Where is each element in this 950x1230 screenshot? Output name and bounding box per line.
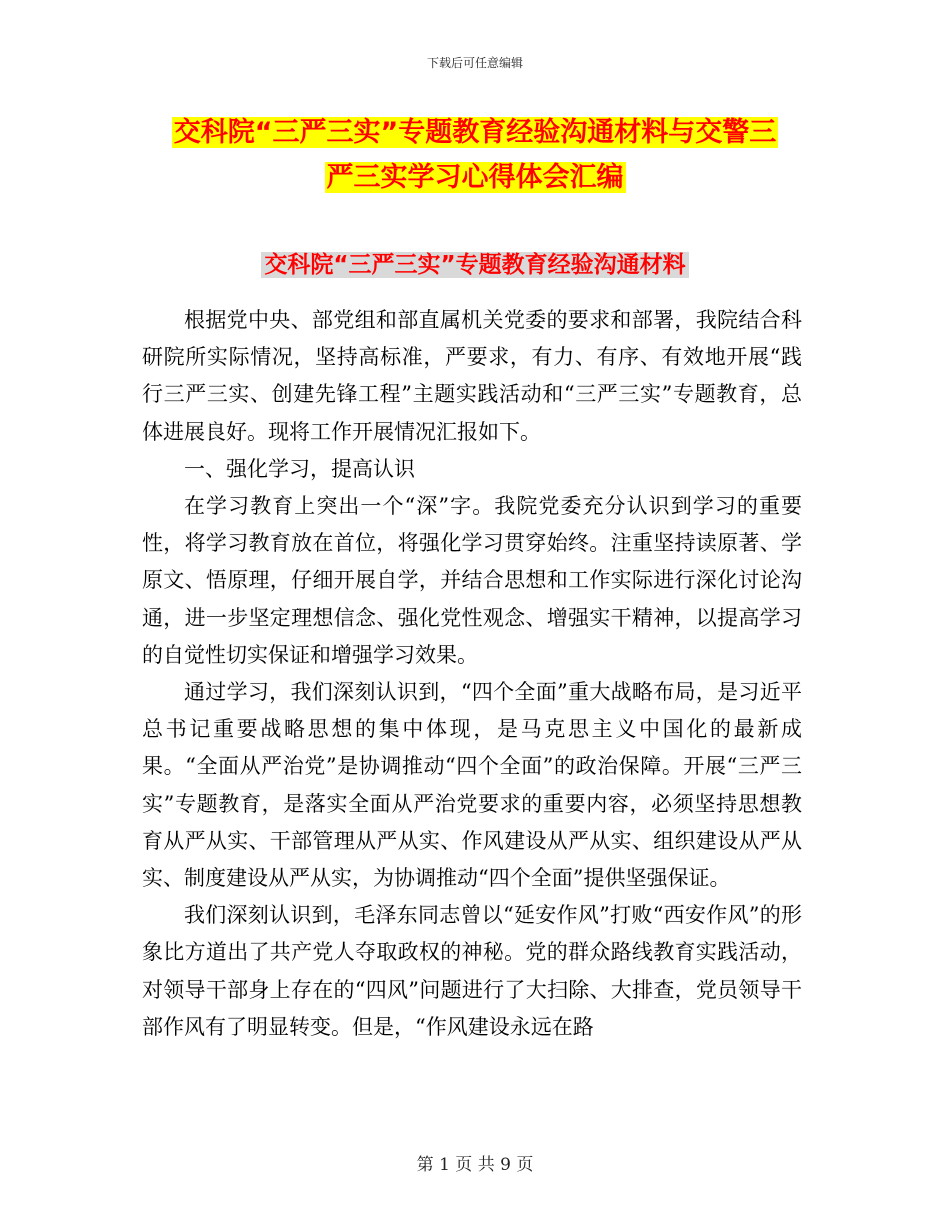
document-title-line-2 <box>0 155 950 194</box>
page-number-footer: 第 1 页 共 9 页 <box>416 1155 534 1175</box>
paragraph-intro: 根据党中央、部党组和部直属机关党委的要求和部署，我院结合科研院所实际情况，坚持高标准，严要求，有力、有序、有效地开展“践行三严三实、创建先锋工程”主题实践活动和“三严三实”专题教育，总体进展良好。现将工作开展情况汇报如下。 <box>142 308 802 444</box>
document-body <box>142 302 802 1046</box>
document-title-text-1: 交科院“三严三实”专题教育经验沟通材料与交警三 <box>173 117 777 148</box>
paragraph-learning-depth: 在学习教育上突出一个“深”字。我院党委充分认识到学习的重要性，将学习教育放在首位，将强化学习贯穿始终。注重坚持读原著、学原文、悟原理，仔细开展自学，并结合思想和工作实际进行深化讨论沟通，进一步坚定理想信念、强化党性观念、增强实干精神，以提高学习的自觉性切实保证和增强学习效果。 <box>142 494 802 667</box>
section-title-text: 交科院“三严三实”专题教育经验沟通材料 <box>261 252 688 278</box>
section-title <box>0 246 950 279</box>
paragraph-four-comprehensives: 通过学习，我们深刻认识到，“四个全面”重大战略布局，是习近平总书记重要战略思想的集中体现，是马克思主义中国化的最新成果。“全面从严治党”是协调推动“四个全面”的政治保障。开展“三严三实”专题教育，是落实全面从严治党要求的重要内容，必须坚持思想教育从严从实、干部管理从严从实、作风建设从严从实、组织建设从严从实、制度建设从严从实，为协调推动“四个全面”提供坚强保证。 <box>142 680 802 891</box>
heading-strengthen-learning: 一、强化学习，提高认识 <box>184 456 415 481</box>
paragraph-work-style: 我们深刻认识到，毛泽东同志曾以“延安作风”打败“西安作风”的形象比方道出了共产党人夺取政权的神秘。党的群众路线教育实践活动，对领导干部身上存在的“四风”问题进行了大扫除、大排查，党员领导干部作风有了明显转变。但是，“作风建设永远在路 <box>142 903 802 1039</box>
page-header-note: 下载后可任意编辑 <box>426 56 523 70</box>
document-title-text-2: 严三实学习心得体会汇编 <box>326 162 624 193</box>
document-title-line-1 <box>0 110 950 149</box>
